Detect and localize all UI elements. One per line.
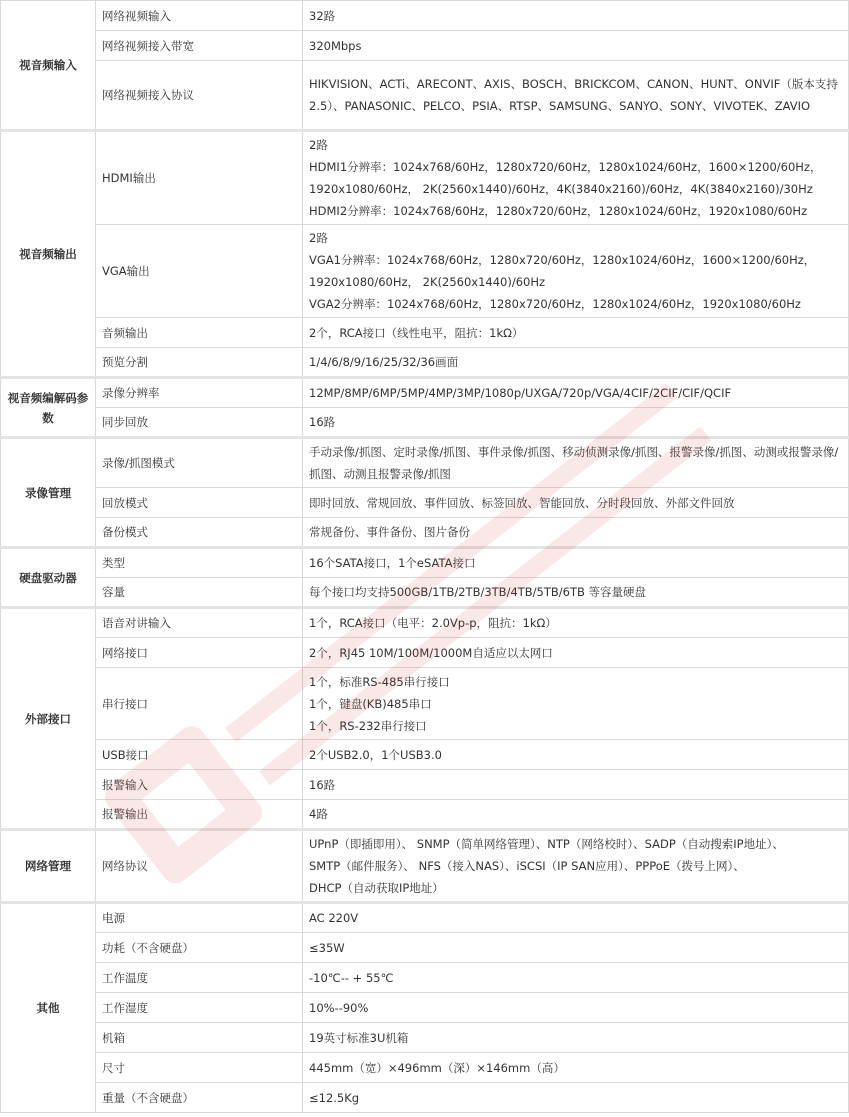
- value-cell: ≤35W: [303, 933, 849, 963]
- spec-row: [1, 61, 849, 131]
- value-cell: AC 220V: [303, 903, 849, 933]
- item-cell: 功耗（不含硬盘）: [96, 933, 303, 963]
- item-cell: 网络接口: [96, 638, 303, 668]
- spec-row: [1, 488, 849, 518]
- item-cell: 录像/抓图模式: [96, 438, 303, 488]
- item-cell: 串行接口: [96, 668, 303, 740]
- spec-row: [1, 993, 849, 1023]
- value-cell: 1个，RCA接口（电平：2.0Vp-p，阻抗：1kΩ）: [303, 608, 849, 638]
- item-cell: 网络协议: [96, 830, 303, 903]
- item-cell: 音频输出: [96, 318, 303, 348]
- spec-row: [1, 225, 849, 318]
- spec-row: [1, 668, 849, 740]
- value-cell: 16路: [303, 408, 849, 438]
- category-cell: 网络管理: [1, 830, 96, 903]
- item-cell: 容量: [96, 578, 303, 608]
- spec-row: [1, 578, 849, 608]
- value-cell: 320Mbps: [303, 31, 849, 61]
- spec-row: [1, 800, 849, 830]
- spec-row: [1, 830, 849, 903]
- spec-row: [1, 638, 849, 668]
- spec-row: [1, 378, 849, 408]
- spec-row: [1, 933, 849, 963]
- value-cell: 16路: [303, 770, 849, 800]
- category-cell: 外部接口: [1, 608, 96, 830]
- item-cell: 网络视频输入: [96, 1, 303, 31]
- value-cell: 每个接口均支持500GB/1TB/2TB/3TB/4TB/5TB/6TB 等容量硬盘: [303, 578, 849, 608]
- spec-row: [1, 438, 849, 488]
- item-cell: 工作湿度: [96, 993, 303, 1023]
- spec-row: [1, 548, 849, 578]
- value-cell: 1/4/6/8/9/16/25/32/36画面: [303, 348, 849, 378]
- value-cell: [303, 131, 849, 225]
- spec-row: [1, 408, 849, 438]
- spec-row: [1, 903, 849, 933]
- value-line: VGA1分辨率：1024x768/60Hz，1280x720/60Hz，1280x1024/60Hz，1600×1200/60Hz，: [309, 253, 816, 267]
- value-cell: 445mm（宽）×496mm（深）×146mm（高）: [303, 1053, 849, 1083]
- value-cell: 2个，RCA接口（线性电平，阻抗：1kΩ）: [303, 318, 849, 348]
- spec-row: [1, 518, 849, 548]
- value-cell: 16个SATA接口，1个eSATA接口: [303, 548, 849, 578]
- spec-row: [1, 963, 849, 993]
- value-line: DHCP（自动获取IP地址）: [309, 881, 444, 895]
- value-line: 1个，键盘(KB)485串口: [309, 696, 432, 711]
- spec-row: [1, 770, 849, 800]
- value-cell: 19英寸标准3U机箱: [303, 1023, 849, 1053]
- item-cell: 报警输入: [96, 770, 303, 800]
- value-cell: 手动录像/抓图、定时录像/抓图、事件录像/抓图、移动侦测录像/抓图、报警录像/抓图、动测或报警录像/抓图、动测且报警录像/抓图: [303, 438, 849, 488]
- spec-row: [1, 740, 849, 770]
- item-cell: 电源: [96, 903, 303, 933]
- value-line: 2路: [309, 138, 328, 152]
- category-cell: 视音频编解码参数: [1, 378, 96, 438]
- value-line: HDMI1分辨率：1024x768/60Hz，1280x720/60Hz，1280x1024/60Hz，1600×1200/60Hz，: [309, 160, 822, 174]
- category-cell: 录像管理: [1, 438, 96, 548]
- item-cell: 同步回放: [96, 408, 303, 438]
- value-cell: [303, 830, 849, 903]
- spec-row: [1, 131, 849, 225]
- value-cell: 2个USB2.0，1个USB3.0: [303, 740, 849, 770]
- spec-row: [1, 1053, 849, 1083]
- value-line: 2路: [309, 231, 328, 245]
- spec-row: [1, 348, 849, 378]
- category-cell: 硬盘驱动器: [1, 548, 96, 608]
- item-cell: 类型: [96, 548, 303, 578]
- spec-row: [1, 318, 849, 348]
- value-cell: 4路: [303, 800, 849, 830]
- value-line: SMTP（邮件服务）、 NFS（接入NAS）、iSCSI（IP SAN应用）、PPPoE（拨号上网）、: [309, 859, 745, 873]
- value-cell: HIKVISION、ACTi、ARECONT、AXIS、BOSCH、BRICKCOM、CANON、HUNT、ONVIF（版本支持2.5）、PANASONIC、PELCO、PSIA、RTSP、SAMSUNG、SANYO、SONY、VIVOTEK、ZAVIO: [303, 61, 849, 131]
- item-cell: 预览分割: [96, 348, 303, 378]
- value-cell: 即时回放、常规回放、事件回放、标签回放、智能回放、分时段回放、外部文件回放: [303, 488, 849, 518]
- value-cell: 2个，RJ45 10M/100M/1000M自适应以太网口: [303, 638, 849, 668]
- value-cell: [303, 668, 849, 740]
- item-cell: 网络视频接入带宽: [96, 31, 303, 61]
- value-line: UPnP（即插即用）、 SNMP（简单网络管理）、NTP（网络校时）、SADP（自动搜索IP地址）、: [309, 837, 784, 851]
- value-line: HDMI2分辨率：1024x768/60Hz，1280x720/60Hz，1280x1024/60Hz，1920x1080/60Hz: [309, 204, 808, 218]
- item-cell: 网络视频接入协议: [96, 61, 303, 131]
- item-cell: HDMI输出: [96, 131, 303, 225]
- item-cell: VGA输出: [96, 225, 303, 318]
- spec-row: [1, 1023, 849, 1053]
- value-cell: 32路: [303, 1, 849, 31]
- item-cell: 录像分辨率: [96, 378, 303, 408]
- category-cell: 视音频输出: [1, 131, 96, 378]
- value-cell: [303, 225, 849, 318]
- value-line: 1个，标准RS-485串行接口: [309, 674, 450, 689]
- spec-row: [1, 31, 849, 61]
- category-cell: 视音频输入: [1, 1, 96, 131]
- category-cell: 其他: [1, 903, 96, 1113]
- value-line: 1920x1080/60Hz， 2K(2560x1440)/60Hz，4K(3840x2160)/60Hz，4K(3840x2160)/30Hz: [309, 182, 813, 196]
- spec-row: [1, 1, 849, 31]
- item-cell: USB接口: [96, 740, 303, 770]
- value-line: VGA2分辨率：1024x768/60Hz，1280x720/60Hz，1280x1024/60Hz，1920x1080/60Hz: [309, 297, 801, 311]
- item-cell: 报警输出: [96, 800, 303, 830]
- value-cell: ≤12.5Kg: [303, 1083, 849, 1113]
- item-cell: 机箱: [96, 1023, 303, 1053]
- item-cell: 工作温度: [96, 963, 303, 993]
- value-line: 1个，RS-232串行接口: [309, 718, 427, 733]
- value-cell: 常规备份、事件备份、图片备份: [303, 518, 849, 548]
- item-cell: 备份模式: [96, 518, 303, 548]
- value-line: 1920x1080/60Hz， 2K(2560x1440)/60Hz: [309, 275, 546, 289]
- spec-row: [1, 608, 849, 638]
- value-cell: 10%--90%: [303, 993, 849, 1023]
- item-cell: 尺寸: [96, 1053, 303, 1083]
- item-cell: 重量（不含硬盘）: [96, 1083, 303, 1113]
- item-cell: 语音对讲输入: [96, 608, 303, 638]
- value-cell: 12MP/8MP/6MP/5MP/4MP/3MP/1080p/UXGA/720p/VGA/4CIF/2CIF/CIF/QCIF: [303, 378, 849, 408]
- value-cell: -10℃-- + 55℃: [303, 963, 849, 993]
- spec-row: [1, 1083, 849, 1113]
- item-cell: 回放模式: [96, 488, 303, 518]
